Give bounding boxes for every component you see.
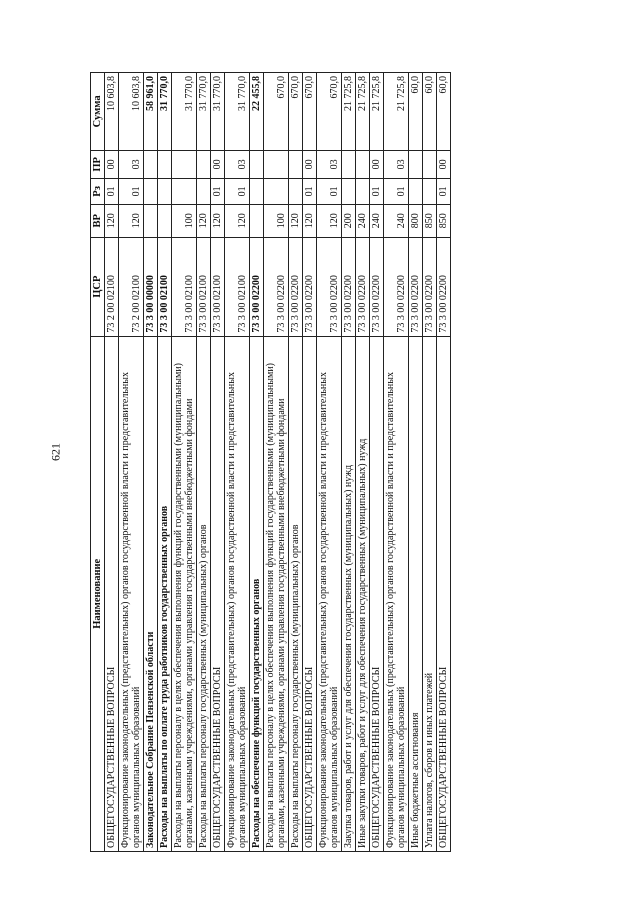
cell-name: ОБЩЕГОСУДАРСТВЕННЫЕ ВОПРОСЫ [211, 336, 225, 851]
cell-pr [144, 150, 158, 178]
cell-sum: 670,0 [317, 73, 342, 151]
cell-sum: 670,0 [303, 73, 317, 151]
cell-vr [144, 204, 158, 237]
cell-csr: 73 3 00 02200 [303, 237, 317, 336]
cell-sum: 60,0 [423, 73, 437, 151]
cell-vr: 240 [384, 204, 409, 237]
cell-rz [144, 178, 158, 204]
cell-csr: 73 3 00 02200 [317, 237, 342, 336]
cell-pr: 03 [317, 150, 342, 178]
cell-rz: 01 [303, 178, 317, 204]
cell-csr: 73 3 00 00000 [144, 237, 158, 336]
cell-rz: 01 [119, 178, 144, 204]
table-row [144, 73, 158, 852]
cell-vr: 800 [409, 204, 423, 237]
header-name: Наименование [91, 336, 105, 851]
cell-vr [250, 204, 264, 237]
cell-vr: 100 [172, 204, 197, 237]
cell-sum: 670,0 [289, 73, 303, 151]
cell-name: Функционирование законодательных (представительных) органов государственной власти и представительных органов муниципальных образований [225, 336, 250, 851]
cell-csr: 73 3 00 02100 [158, 237, 172, 336]
cell-name: Расходы на обеспечение функций государственных органов [250, 336, 264, 851]
cell-vr: 850 [423, 204, 437, 237]
cell-pr: 00 [303, 150, 317, 178]
cell-pr [158, 150, 172, 178]
cell-sum: 31 770,0 [211, 73, 225, 151]
cell-rz [158, 178, 172, 204]
cell-vr: 120 [105, 204, 119, 237]
cell-sum: 21 725,8 [384, 73, 409, 151]
cell-name: Иные закупки товаров, работ и услуг для обеспечения государственных (муниципальных) нужд [356, 336, 370, 851]
cell-csr: 73 3 00 02100 [211, 237, 225, 336]
cell-vr: 120 [289, 204, 303, 237]
cell-vr [158, 204, 172, 237]
cell-rz: 01 [211, 178, 225, 204]
cell-pr: 03 [119, 150, 144, 178]
table-row [172, 73, 197, 852]
cell-rz: 01 [370, 178, 384, 204]
cell-pr: 00 [211, 150, 225, 178]
table-row [409, 73, 423, 852]
cell-rz [342, 178, 356, 204]
cell-sum: 670,0 [264, 73, 289, 151]
cell-rz: 01 [384, 178, 409, 204]
table-row [105, 73, 119, 852]
cell-vr: 120 [317, 204, 342, 237]
cell-vr: 120 [225, 204, 250, 237]
cell-pr: 00 [370, 150, 384, 178]
cell-name: Законодательное Собрание Пензенской области [144, 336, 158, 851]
cell-csr: 73 2 00 02100 [105, 237, 119, 336]
cell-rz [197, 178, 211, 204]
rotated-page-content [90, 72, 558, 852]
cell-csr: 73 3 00 02100 [197, 237, 211, 336]
cell-sum: 31 770,0 [158, 73, 172, 151]
table-row [303, 73, 317, 852]
cell-sum: 22 455,8 [250, 73, 264, 151]
cell-name: ОБЩЕГОСУДАРСТВЕННЫЕ ВОПРОСЫ [370, 336, 384, 851]
cell-csr: 73 3 00 02100 [225, 237, 250, 336]
table-row [356, 73, 370, 852]
cell-pr [264, 150, 289, 178]
cell-sum: 10 603,8 [105, 73, 119, 151]
header-csr: ЦСР [91, 237, 105, 336]
cell-rz: 01 [225, 178, 250, 204]
cell-vr: 240 [356, 204, 370, 237]
cell-vr: 200 [342, 204, 356, 237]
cell-rz [423, 178, 437, 204]
table-row [225, 73, 250, 852]
cell-sum: 58 961,0 [144, 73, 158, 151]
cell-rz [409, 178, 423, 204]
table-row [250, 73, 264, 852]
cell-rz: 01 [105, 178, 119, 204]
budget-table [90, 72, 451, 852]
cell-name: ОБЩЕГОСУДАРСТВЕННЫЕ ВОПРОСЫ [105, 336, 119, 851]
cell-pr: 00 [105, 150, 119, 178]
cell-name: Расходы на выплаты по оплате труда работников государственных органов [158, 336, 172, 851]
header-pr: ПР [91, 150, 105, 178]
cell-rz: 01 [317, 178, 342, 204]
cell-vr: 120 [119, 204, 144, 237]
header-rz: Рз [91, 178, 105, 204]
page-number: 621 [48, 443, 63, 461]
header-vr: ВР [91, 204, 105, 237]
cell-pr [289, 150, 303, 178]
cell-sum: 21 725,8 [342, 73, 356, 151]
table-row [370, 73, 384, 852]
cell-name: Уплата налогов, сборов и иных платежей [423, 336, 437, 851]
cell-sum: 60,0 [409, 73, 423, 151]
table-row [158, 73, 172, 852]
cell-pr [250, 150, 264, 178]
cell-pr [197, 150, 211, 178]
cell-rz [289, 178, 303, 204]
cell-csr: 73 3 00 02200 [289, 237, 303, 336]
table-row [317, 73, 342, 852]
cell-name: Функционирование законодательных (представительных) органов государственной власти и представительных органов муниципальных образований [317, 336, 342, 851]
table-row [119, 73, 144, 852]
table-row [384, 73, 409, 852]
cell-vr: 240 [370, 204, 384, 237]
cell-csr: 73 3 00 02200 [409, 237, 423, 336]
cell-csr: 73 3 00 02200 [342, 237, 356, 336]
cell-pr [172, 150, 197, 178]
cell-csr: 73 3 00 02200 [437, 237, 451, 336]
cell-vr: 100 [264, 204, 289, 237]
cell-rz [250, 178, 264, 204]
cell-pr [342, 150, 356, 178]
cell-name: ОБЩЕГОСУДАРСТВЕННЫЕ ВОПРОСЫ [303, 336, 317, 851]
cell-name: Иные бюджетные ассигнования [409, 336, 423, 851]
cell-vr: 850 [437, 204, 451, 237]
cell-csr: 73 3 00 02200 [384, 237, 409, 336]
cell-csr: 73 3 00 02200 [356, 237, 370, 336]
table-row [211, 73, 225, 852]
cell-name: Расходы на выплаты персоналу государственных (муниципальных) органов [197, 336, 211, 851]
cell-name: Расходы на выплаты персоналу в целях обеспечения выполнения функций государственными (муниципальными) органами, казенными учреждениями, органами управления государственными внебюджетными фондами [172, 336, 197, 851]
cell-sum: 21 725,8 [370, 73, 384, 151]
cell-vr: 120 [303, 204, 317, 237]
cell-sum: 31 770,0 [172, 73, 197, 151]
cell-csr: 73 3 00 02200 [264, 237, 289, 336]
cell-csr: 73 2 00 02100 [119, 237, 144, 336]
cell-name: Функционирование законодательных (представительных) органов государственной власти и представительных органов муниципальных образований [119, 336, 144, 851]
cell-pr: 03 [225, 150, 250, 178]
cell-sum: 21 725,8 [356, 73, 370, 151]
cell-csr: 73 3 00 02200 [250, 237, 264, 336]
cell-pr [356, 150, 370, 178]
cell-rz [172, 178, 197, 204]
table-row [342, 73, 356, 852]
cell-vr: 120 [211, 204, 225, 237]
cell-name: Функционирование законодательных (представительных) органов государственной власти и представительных органов муниципальных образований [384, 336, 409, 851]
cell-csr: 73 3 00 02200 [370, 237, 384, 336]
cell-name: ОБЩЕГОСУДАРСТВЕННЫЕ ВОПРОСЫ [437, 336, 451, 851]
cell-sum: 31 770,0 [225, 73, 250, 151]
header-sum: Сумма [91, 73, 105, 151]
cell-name: Закупка товаров, работ и услуг для обеспечения государственных (муниципальных) нужд [342, 336, 356, 851]
cell-sum: 10 603,8 [119, 73, 144, 151]
table-header-row [91, 73, 105, 852]
cell-rz: 01 [437, 178, 451, 204]
cell-sum: 60,0 [437, 73, 451, 151]
table-body [105, 73, 451, 852]
cell-name: Расходы на выплаты персоналу в целях обеспечения выполнения функций государственными (муниципальными) органами, казенными учреждениями, органами управления государственными внебюджетными фондами [264, 336, 289, 851]
cell-pr [423, 150, 437, 178]
cell-rz [356, 178, 370, 204]
table-row [197, 73, 211, 852]
cell-name: Расходы на выплаты персоналу государственных (муниципальных) органов [289, 336, 303, 851]
cell-vr: 120 [197, 204, 211, 237]
cell-csr: 73 3 00 02200 [423, 237, 437, 336]
table-row [264, 73, 289, 852]
cell-sum: 31 770,0 [197, 73, 211, 151]
table-row [423, 73, 437, 852]
table-row [289, 73, 303, 852]
table-row [437, 73, 451, 852]
cell-pr: 03 [384, 150, 409, 178]
cell-csr: 73 3 00 02100 [172, 237, 197, 336]
cell-rz [264, 178, 289, 204]
cell-pr [409, 150, 423, 178]
cell-pr: 00 [437, 150, 451, 178]
